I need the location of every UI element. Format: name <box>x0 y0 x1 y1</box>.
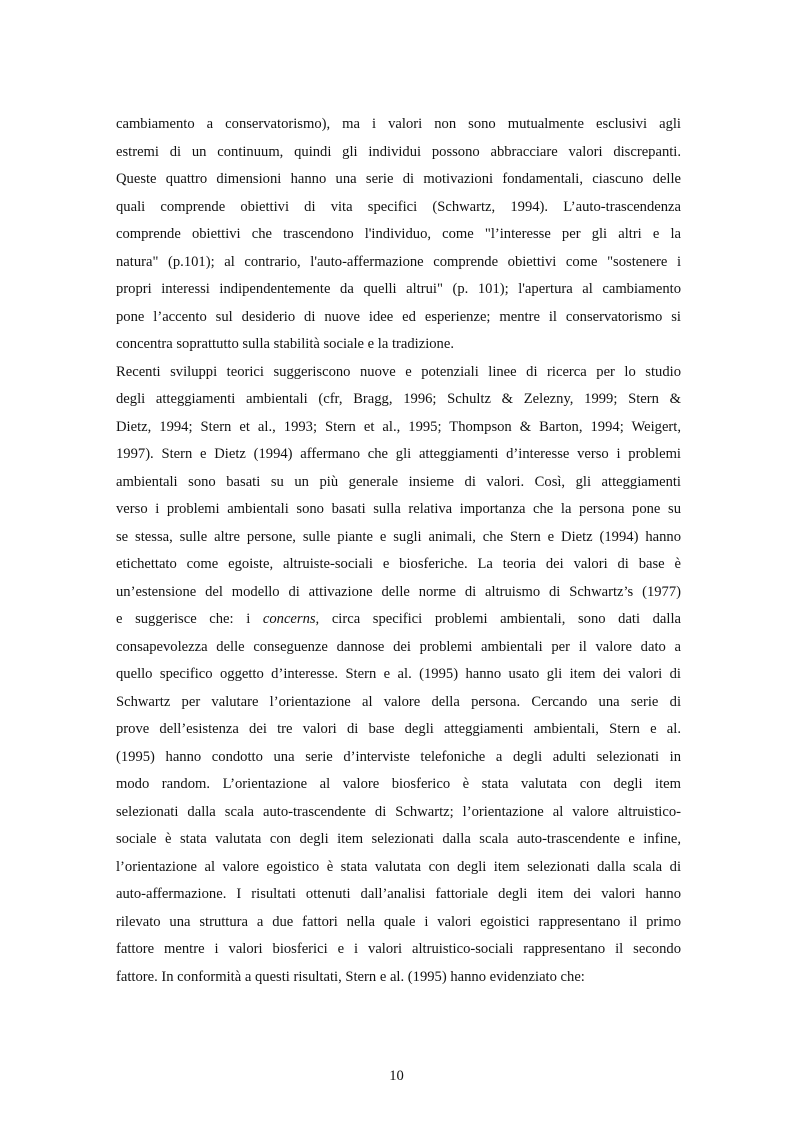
text-line <box>116 909 681 937</box>
text-line <box>116 936 681 964</box>
italic-term: concerns, <box>262 611 320 627</box>
text-segment: modo random. L’orientazione al valore biosferico è stata valutata con degli item <box>116 776 681 792</box>
text-line <box>116 249 681 277</box>
text-segment: Schwartz per valutare l’orientazione al valore della persona. Cercando una serie di <box>116 693 681 710</box>
text-segment: ambientali sono basati su un più generale insieme di valori. Così, gli atteggiamenti <box>116 473 681 490</box>
text-line <box>116 441 681 469</box>
text-segment: e suggerisce che: i <box>116 611 263 627</box>
text-segment: circa specifici problemi ambientali, sono dati dalla <box>319 611 681 627</box>
text-segment: natura" (p.101); al contrario, l'auto-affermazione comprende obiettivi come "sostenere i <box>116 253 681 270</box>
text-segment: propri interessi indipendentemente da quelli altrui" (p. 101); l'apertura al cambiamento <box>116 281 681 297</box>
text-segment: pone l’accento sul desiderio di nuove idee ed esperienze; mentre il conservatorismo si <box>116 308 681 325</box>
document-body <box>116 111 681 991</box>
text-line <box>116 826 681 854</box>
text-line <box>116 689 681 717</box>
text-line <box>116 139 681 167</box>
text-line <box>116 221 681 249</box>
text-line <box>116 964 681 992</box>
text-line <box>116 359 681 387</box>
text-segment: concentra soprattutto sulla stabilità sociale e la tradizione. <box>116 336 454 352</box>
text-line <box>116 276 681 304</box>
text-line <box>116 551 681 579</box>
text-segment: etichettato come egoiste, altruiste-sociali e biosferiche. La teoria dei valori di base è <box>116 556 681 572</box>
text-line <box>116 579 681 607</box>
text-segment: fattore mentre i valori biosferici e i valori altruistico-sociali rappresentano il secondo <box>116 941 681 957</box>
text-segment: auto-affermazione. I risultati ottenuti dall’analisi fattoriale degli item dei valori hanno <box>116 886 681 902</box>
text-line <box>116 524 681 552</box>
text-segment: l’orientazione al valore egoistico è stata valutata con degli item selezionati dalla scala di <box>116 858 681 875</box>
text-line <box>116 414 681 442</box>
text-segment: consapevolezza delle conseguenze dannose dei problemi ambientali per il valore dato a <box>116 638 681 655</box>
text-line <box>116 799 681 827</box>
text-line <box>116 166 681 194</box>
text-line <box>116 386 681 414</box>
text-segment: degli atteggiamenti ambientali (cfr, Bragg, 1996; Schultz & Zelezny, 1999; Stern & <box>116 391 681 407</box>
text-segment: Dietz, 1994; Stern et al., 1993; Stern et al., 1995; Thompson & Barton, 1994; Weigert, <box>116 418 681 435</box>
text-segment: selezionati dalla scala auto-trascendente di Schwartz; l’orientazione al valore altruistico- <box>116 803 681 820</box>
text-segment: un’estensione del modello di attivazione delle norme di altruismo di Schwartz’s (1977) <box>116 583 681 600</box>
text-segment: verso i problemi ambientali sono basati sulla relativa importanza che la persona pone su <box>116 501 681 517</box>
text-segment: rilevato una struttura a due fattori nella quale i valori egoistici rappresentano il primo <box>116 913 681 930</box>
text-line <box>116 469 681 497</box>
text-segment: se stessa, sulle altre persone, sulle piante e sugli animali, che Stern e Dietz (1994) hanno <box>116 528 681 545</box>
text-segment: estremi di un continuum, quindi gli individui possono abbracciare valori discrepanti. <box>116 143 681 160</box>
text-segment: Recenti sviluppi teorici suggeriscono nuove e potenziali linee di ricerca per lo studio <box>116 363 681 380</box>
text-segment: (1995) hanno condotto una serie d’interviste telefoniche a degli adulti selezionati in <box>116 748 681 765</box>
text-segment: Queste quattro dimensioni hanno una serie di motivazioni fondamentali, ciascuno delle <box>116 171 681 187</box>
text-line <box>116 744 681 772</box>
text-line <box>116 854 681 882</box>
text-segment: sociale è stata valutata con degli item selezionati dalla scala auto-trascendente e infine, <box>116 831 681 847</box>
paragraphs <box>116 111 681 991</box>
text-line <box>116 606 681 634</box>
text-segment: fattore. In conformità a questi risultati, Stern e al. (1995) hanno evidenziato che: <box>116 968 585 985</box>
text-segment: comprende obiettivi che trascendono l'individuo, come "l’interesse per gli altri e la <box>116 226 681 242</box>
text-segment: quello specifico oggetto d’interesse. Stern e al. (1995) hanno usato gli item dei valori di <box>116 666 681 682</box>
text-line <box>116 111 681 139</box>
text-line <box>116 331 681 359</box>
text-line <box>116 634 681 662</box>
page-number: 10 <box>389 1068 404 1084</box>
text-line <box>116 496 681 524</box>
paragraph <box>116 111 681 359</box>
text-segment: quali comprende obiettivi di vita specifici (Schwartz, 1994). L’auto-trascendenza <box>116 198 681 215</box>
paragraph <box>116 359 681 992</box>
text-line <box>116 881 681 909</box>
text-line <box>116 194 681 222</box>
text-line <box>116 716 681 744</box>
text-segment: 1997). Stern e Dietz (1994) affermano che gli atteggiamenti d’interesse verso i problemi <box>116 446 681 462</box>
text-segment: prove dell’esistenza dei tre valori di base degli atteggiamenti ambientali, Stern e al. <box>116 721 681 737</box>
text-line <box>116 304 681 332</box>
text-line <box>116 771 681 799</box>
text-segment: cambiamento a conservatorismo), ma i valori non sono mutualmente esclusivi agli <box>116 116 681 132</box>
text-line <box>116 661 681 689</box>
